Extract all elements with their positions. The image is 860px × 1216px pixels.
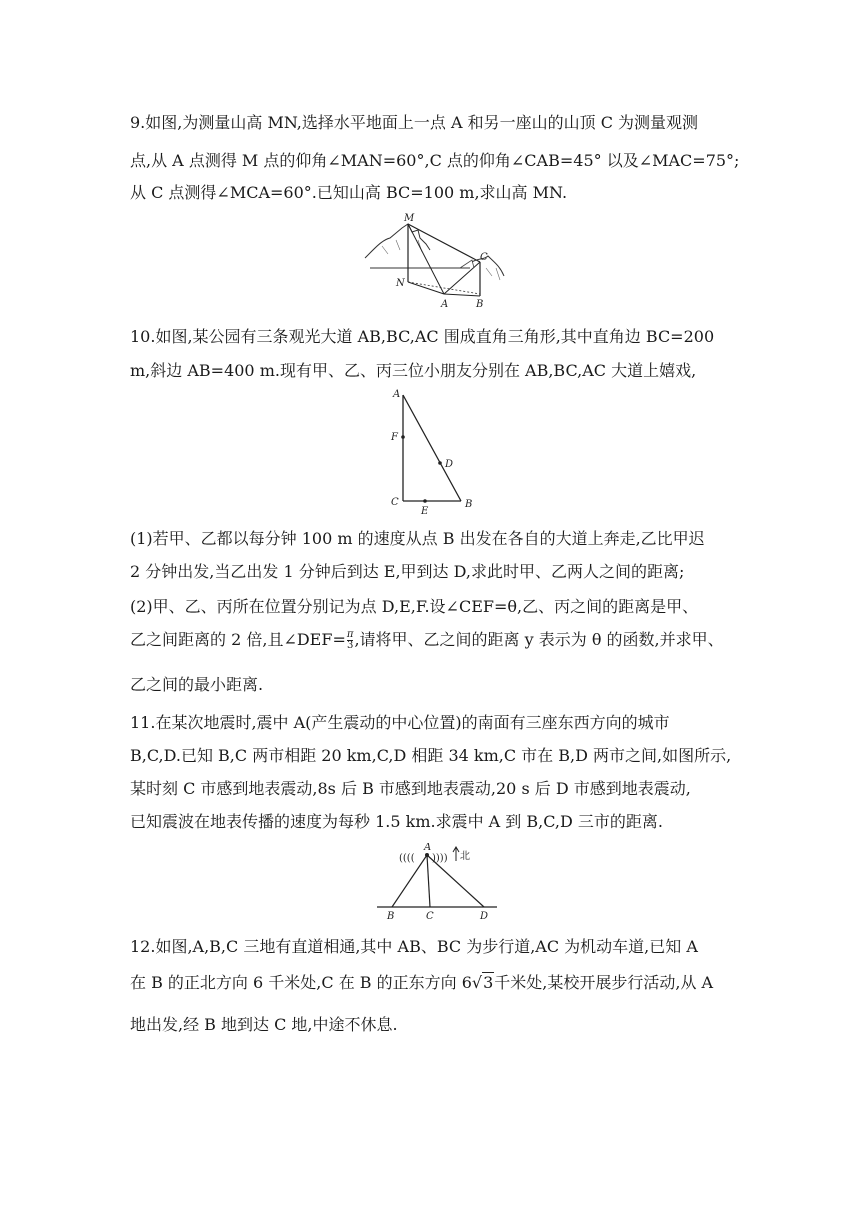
p10-part1-line-2: 2 分钟出发,当乙出发 1 分钟后到达 E,甲到达 D,求此时甲、乙两人之间的距离;: [130, 562, 685, 581]
p12-line-2-start: 在 B 的正北方向 6 千米处,C 在 B 的正东方向 6: [130, 973, 472, 992]
label-B: B: [476, 299, 484, 310]
p12-line-2: 在 B 的正北方向 6 千米处,C 在 B 的正东方向 6√3千米处,某校开展步行活动,从 A: [130, 973, 714, 992]
label-D: D: [445, 459, 454, 470]
label-B: B: [465, 499, 473, 510]
p10-part2-line-3: 乙之间的最小距离.: [130, 675, 264, 694]
label-F: F: [391, 432, 398, 443]
p10-part1-line-1: (1)若甲、乙都以每分钟 100 m 的速度从点 B 出发在各自的大道上奔走,乙比甲迟: [130, 529, 705, 548]
fraction-denominator: 3: [346, 640, 354, 651]
p11-line-4: 已知震波在地表传播的速度为每秒 1.5 km.求震中 A 到 B,C,D 三市的距离.: [130, 812, 663, 831]
p10-part2-line-2-start: 乙之间距离的 2 倍,且∠DEF=: [130, 630, 346, 649]
right-triangle-figure: [385, 385, 485, 520]
p9-line-1: 9.如图,为测量山高 MN,选择水平地面上一点 A 和另一座山的山顶 C 为测量观测: [130, 113, 699, 132]
label-B: B: [387, 911, 395, 922]
p10-line-1: 10.如图,某公园有三条观光大道 AB,BC,AC 围成直角三角形,其中直角边 BC=200: [130, 327, 715, 346]
label-A: A: [441, 299, 449, 310]
label-D: D: [480, 911, 489, 922]
p10-line-2: m,斜边 AB=400 m.现有甲、乙、丙三位小朋友分别在 AB,BC,AC 大道上嬉戏,: [130, 361, 697, 380]
p12-line-2-end: 千米处,某校开展步行活动,从 A: [494, 973, 714, 992]
p10-part2-line-2-end: ,请将甲、乙之间的距离 y 表示为 θ 的函数,并求甲、: [354, 630, 724, 649]
p12-line-1: 12.如图,A,B,C 三地有直道相通,其中 AB、BC 为步行道,AC 为机动车道,已知 A: [130, 937, 698, 956]
label-N: N: [396, 278, 405, 289]
waves-left: ((((: [399, 853, 415, 864]
epicenter-figure: [372, 843, 502, 923]
fraction-numerator: π: [346, 629, 354, 640]
label-A: A: [393, 389, 401, 400]
p11-line-2: B,C,D.已知 B,C 两市相距 20 km,C,D 相距 34 km,C 市在 B,D 两市之间,如图所示,: [130, 746, 732, 765]
label-C: C: [480, 252, 488, 263]
label-C: C: [426, 911, 434, 922]
p9-line-2: 点,从 A 点测得 M 点的仰角∠MAN=60°,C 点的仰角∠CAB=45° 以及∠MAC=75°;: [130, 151, 740, 170]
north-label: 北: [460, 851, 470, 862]
label-C: C: [391, 497, 399, 508]
sqrt-radicand: 3: [483, 973, 494, 992]
p11-line-3: 某时刻 C 市感到地表震动,8s 后 B 市感到地表震动,20 s 后 D 市感到地表震动,: [130, 779, 691, 798]
label-A: A: [424, 843, 432, 853]
p10-part2-line-2: [130, 629, 724, 651]
p9-line-3: 从 C 点测得∠MCA=60°.已知山高 BC=100 m,求山高 MN.: [130, 183, 568, 202]
pi-over-3-fraction: [347, 630, 354, 651]
mountain-figure: [360, 210, 510, 310]
label-M: M: [404, 213, 415, 224]
waves-right: )))): [432, 853, 448, 864]
label-E: E: [421, 506, 429, 517]
p11-line-1: 11.在某次地震时,震中 A(产生震动的中心位置)的南面有三座东西方向的城市: [130, 713, 670, 732]
p10-part2-line-1: (2)甲、乙、丙所在位置分别记为点 D,E,F.设∠CEF=θ,乙、丙之间的距离是甲、: [130, 597, 699, 616]
p12-line-3: 地出发,经 B 地到达 C 地,中途不休息.: [130, 1015, 398, 1034]
